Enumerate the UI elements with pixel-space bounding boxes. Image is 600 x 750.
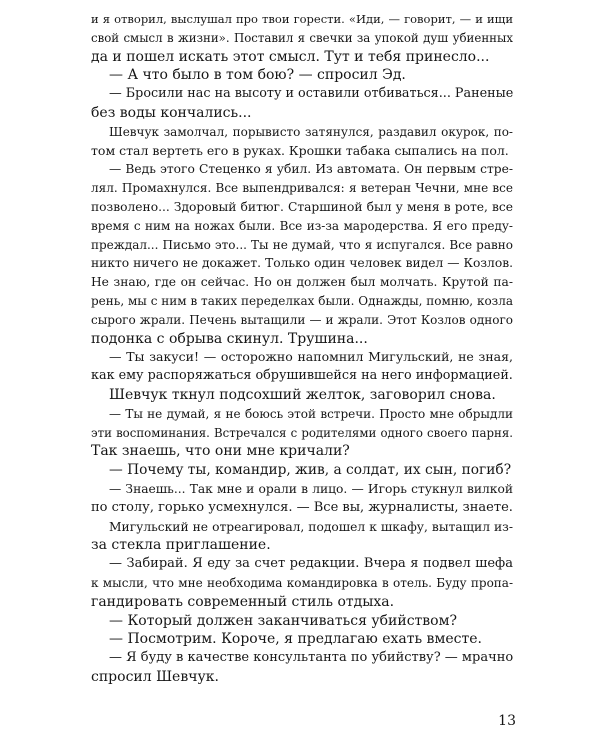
text-line: позволено... Здоровый битюг. Старшиной был у меня в роте, все: [91, 199, 513, 214]
text-line: Шевчук замолчал, порывисто затянулся, раздавил окурок, по-: [109, 124, 513, 139]
text-line: — Ты не думай, я не боюсь этой встречи. Просто мне обрыдли: [109, 406, 513, 421]
text-line: — Знаешь... Так мне и орали в лицо. — Игорь стукнул вилкой: [109, 481, 513, 496]
text-line: — Который должен заканчиваться убийством?: [109, 612, 457, 629]
text-line: рень, мы с ним в таких переделках были. Однажды, помню, козла: [91, 293, 513, 308]
text-line: за стекла приглашение.: [91, 537, 271, 554]
text-line: Шевчук ткнул подсохший желток, заговорил снова.: [109, 386, 496, 403]
text-line: — Забирай. Я еду за счет редакции. Вчера я подвел шефа: [109, 556, 513, 572]
text-line: без воды кончались...: [91, 104, 252, 121]
text-line: Так знаешь, что они мне кричали?: [91, 443, 350, 460]
text-line: никто ничего не докажет. Только один человек видел — Козлов.: [91, 256, 513, 271]
text-line: Мигульский не отреагировал, подошел к шкафу, вытащил из-: [109, 519, 513, 534]
text-line: да и пошел искать этот смысл. Тут и тебя принесло...: [91, 48, 490, 65]
text-line: время с ним на ножах были. Все из-за мародерства. Я его преду-: [91, 218, 513, 233]
text-line: том стал вертеть его в руках. Крошки табака сыпались на пол.: [91, 142, 509, 158]
text-line: — Ведь этого Стеценко я убил. Из автомата. Он первым стре-: [109, 162, 513, 177]
page-number: 13: [498, 713, 516, 729]
text-line: гандировать современный стиль отдыха.: [91, 593, 395, 610]
text-line: подонка с обрыва скинул. Трушина...: [91, 330, 368, 347]
text-line: — Бросили нас на высоту и оставили отбиваться... Раненые: [109, 86, 514, 102]
text-line: и я отворил, выслушал про твои горести. «Иди, — говорит, — и ищи: [91, 12, 513, 26]
text-line: к мысли, что мне необходима командировка в отель. Буду пропа-: [91, 575, 513, 590]
text-line: Не знаю, где он сейчас. Но он должен был молчать. Крутой па-: [91, 275, 513, 290]
text-line: по столу, горько усмехнулся. — Все вы, журналисты, знаете.: [91, 499, 513, 515]
text-line: — Почему ты, командир, жив, а солдат, их сын, погиб?: [109, 462, 512, 479]
text-line: как ему распоряжаться обрушившейся на него информацией.: [91, 368, 513, 384]
text-line: спросил Шевчук.: [91, 668, 219, 685]
text-line: преждал... Письмо это... Ты не думай, что я испугался. Все равно: [91, 237, 513, 252]
text-line: — Я буду в качестве консультанта по убийству? — мрачно: [109, 650, 514, 666]
text-line: эти воспоминания. Встречался с родителями одного своего парня.: [91, 425, 513, 440]
text-line: — Посмотрим. Короче, я предлагаю ехать вместе.: [109, 631, 482, 648]
text-line: сырого жрали. Печень вытащили — и жрали. Этот Козлов одного: [91, 312, 513, 327]
text-line: — А что было в том бою? — спросил Эд.: [109, 67, 406, 84]
text-line: свой смысл в жизни». Поставил я свечки за упокой душ убиенных: [91, 30, 513, 45]
text-line: лял. Промахнулся. Все выпендривался: я ветеран Чечни, мне все: [91, 181, 513, 196]
text-line: — Ты закуси! — осторожно напомнил Мигульский, не зная,: [109, 349, 513, 365]
page-body-text: [91, 10, 513, 687]
